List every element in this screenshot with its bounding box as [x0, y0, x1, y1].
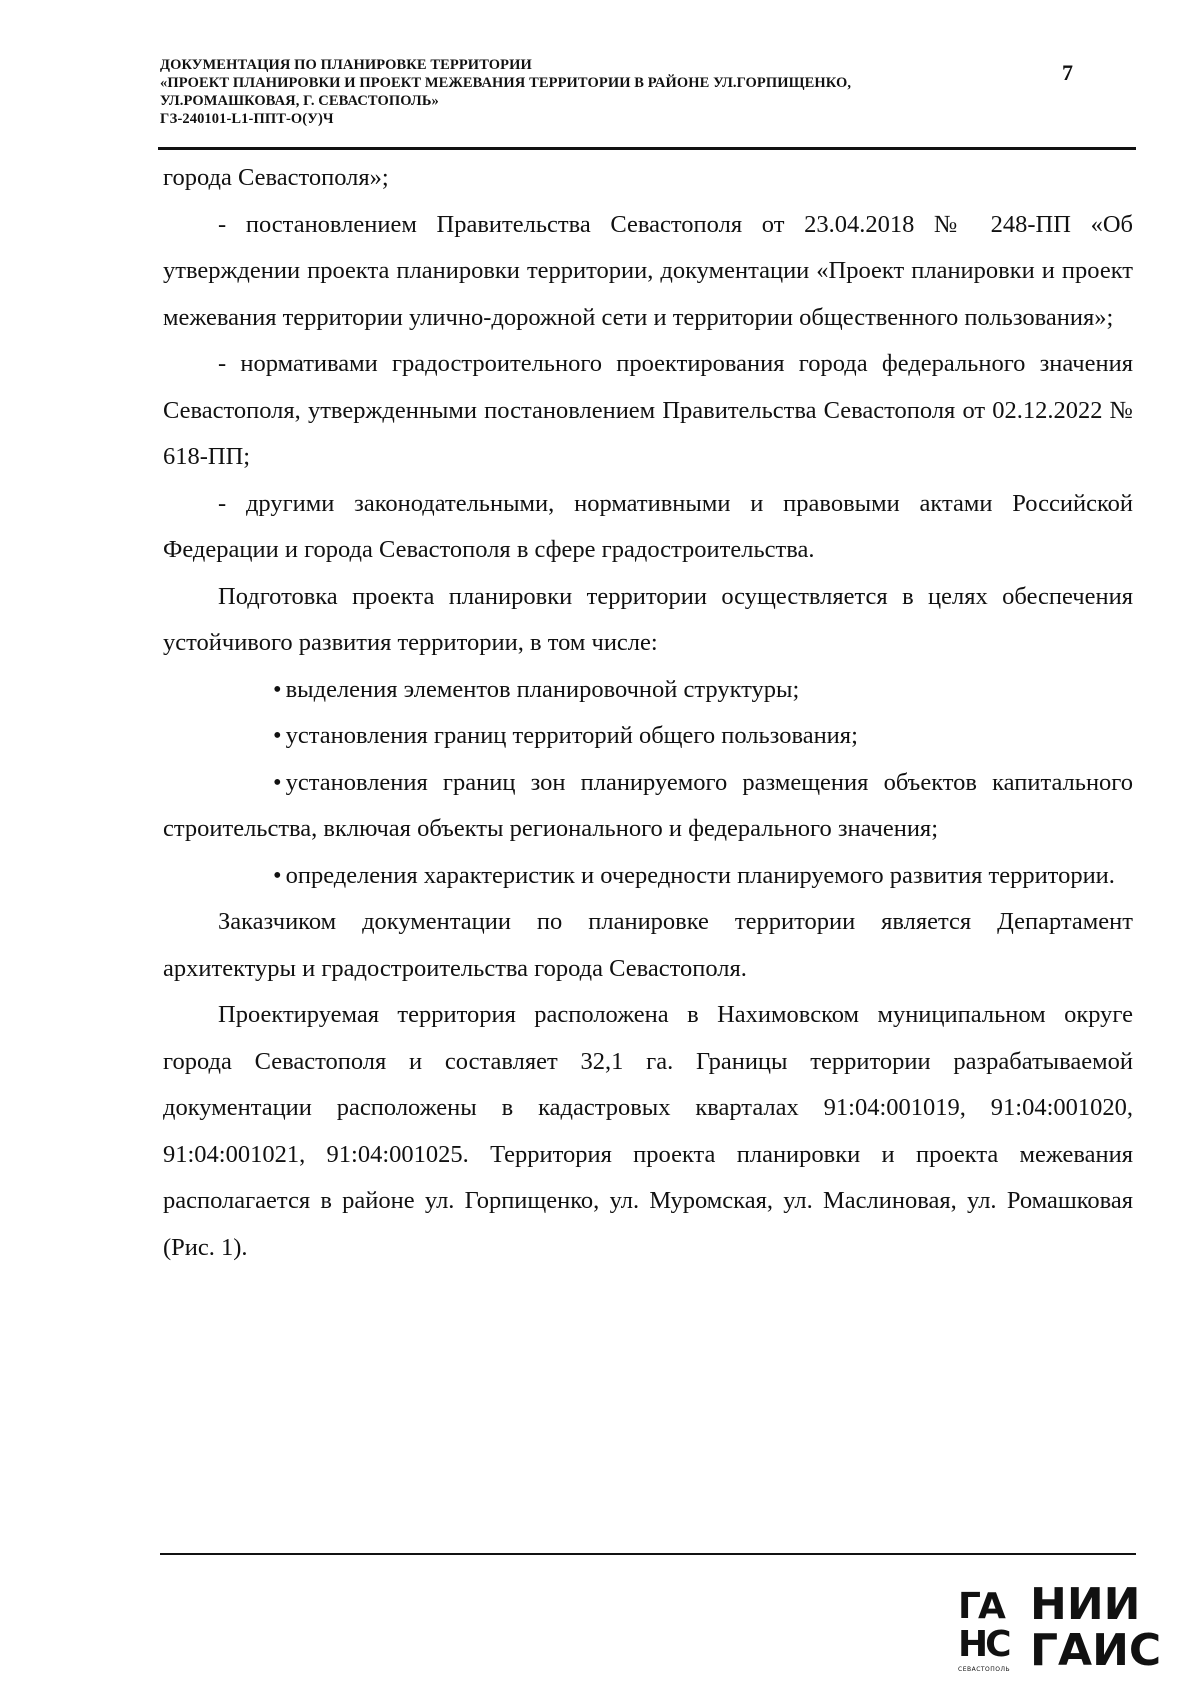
bullet-icon: • — [273, 768, 282, 796]
paragraph-other-acts: - другими законодательными, нормативными и правовыми актами Российской Федерации и города Севастополя в сфере градостроительства. — [163, 489, 1133, 563]
header-line-2: «ПРОЕКТ ПЛАНИРОВКИ И ПРОЕКТ МЕЖЕВАНИЯ ТЕРРИТОРИИ В РАЙОНЕ УЛ.ГОРПИЩЕНКО, — [160, 75, 852, 91]
bullet-icon: • — [273, 722, 282, 749]
logo-subtext: СЕВАСТОПОЛЬ — [958, 1666, 1011, 1673]
footer-divider — [160, 1553, 1136, 1555]
bullet-icon: • — [273, 861, 282, 889]
bullet-text: установления границ зон планируемого размещения объектов капитального строительства, включая объекты регионального и федерального значения; — [163, 768, 1133, 842]
bullet-text: выделения элементов планировочной структуры; — [285, 675, 800, 703]
logo-text: НИИ ГАИС — [1030, 1579, 1162, 1676]
document-header — [160, 56, 980, 128]
header-line-1: ДОКУМЕНТАЦИЯ ПО ПЛАНИРОВКЕ ТЕРРИТОРИИ — [160, 57, 532, 73]
paragraph-territory: Проектируемая территория расположена в Нахимовском муниципальном округе города Севастополя и составляет 32,1 га. Границы территории разрабатываемой документации расположены в кадастровых кварталах 91:04:001019, 91:04:001020, 91:04:001021, 91:04:001025. Территория проекта планировки и проекта межевания располагается в районе ул. Горпищенко, ул. Муромская, ул. Маслиновая, ул. Ромашковая (Рис. 1). — [163, 1001, 1133, 1261]
bullet-text: установления границ территорий общего пользования; — [285, 722, 858, 749]
bullet-item — [163, 760, 1133, 853]
bullet-item — [163, 667, 1133, 714]
paragraph-purpose: Подготовка проекта планировки территории осуществляется в целях обеспечения устойчивого развития территории, в том числе: — [163, 582, 1133, 656]
page-number: 7 — [1062, 60, 1073, 85]
bullet-item — [163, 713, 1133, 760]
document-body — [163, 155, 1133, 1271]
logo-mark: ГА НС — [958, 1586, 1009, 1665]
header-line-3: УЛ.РОМАШКОВАЯ, Г. СЕВАСТОПОЛЬ» — [160, 93, 439, 109]
bullet-item — [163, 853, 1133, 900]
paragraph-customer: Заказчиком документации по планировке территории является Департамент архитектуры и градостроительства города Севастополя. — [163, 908, 1133, 982]
bullet-text: определения характеристик и очередности планируемого развития территории. — [285, 861, 1115, 889]
paragraph-resolution-248: - постановлением Правительства Севастополя от 23.04.2018 № 248-ПП «Об утверждении проекта планировки территории, документации «Проект планировки и проект межевания территории улично-дорожной сети и территории общественного пользования»; — [163, 210, 1133, 331]
header-divider — [158, 147, 1136, 150]
paragraph-norms-618: - нормативами градостроительного проектирования города федерального значения Севастополя, утвержденными постановлением Правительства Севастополя от 02.12.2022 № 618-ПП; — [163, 350, 1133, 470]
paragraph-continuation: города Севастополя»; — [163, 164, 389, 191]
nii-gais-logo — [958, 1579, 1162, 1680]
bullet-icon: • — [273, 675, 282, 703]
header-line-4: ГЗ-240101-L1-ППТ-О(У)Ч — [160, 111, 334, 127]
